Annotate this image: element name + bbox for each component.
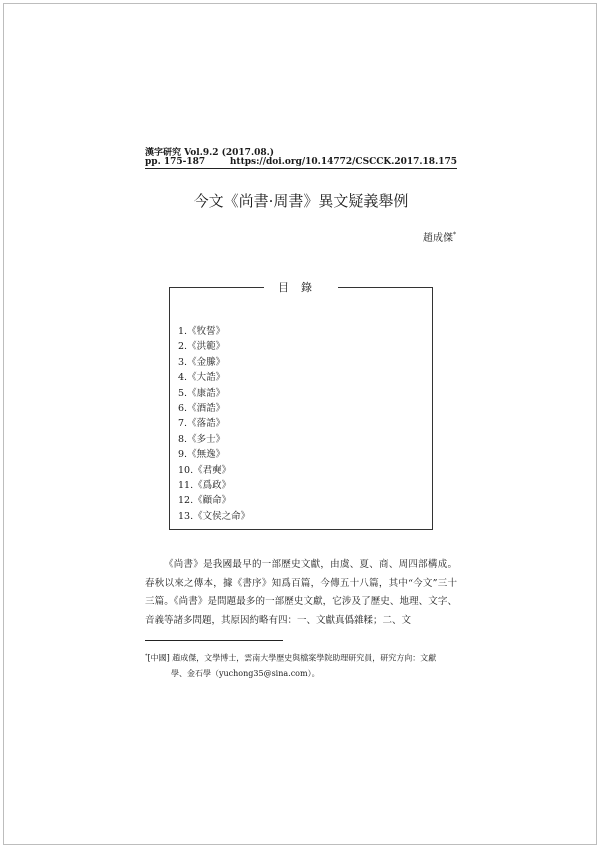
toc-item: 10.《君奭》 <box>178 464 232 476</box>
footnote-line-1: [中國] 趙成傑，文學博士，雲南大學歷史與檔案學院助理研究員，研究方向：文獻 <box>147 653 437 663</box>
toc-item: 4.《大誥》 <box>178 372 226 384</box>
footnote-line-2: 學、金石學（yuchong35@sina.com）。 <box>171 668 320 678</box>
toc-item: 2.《洪範》 <box>178 341 226 353</box>
toc-item: 6.《酒誥》 <box>178 403 226 415</box>
author-footnote-mark: * <box>453 231 456 239</box>
footnote-rule <box>145 640 283 641</box>
body-paragraph <box>145 556 457 630</box>
page-range: pp. 175-187 <box>145 157 206 167</box>
author <box>423 229 456 244</box>
toc-list <box>178 324 250 524</box>
toc-item: 3.《金縢》 <box>178 356 226 368</box>
author-name: 趙成傑 <box>423 233 453 244</box>
toc-item: 8.《多士》 <box>178 433 226 445</box>
toc-item: 13.《文侯之命》 <box>178 510 251 522</box>
paper-title: 今文《尚書·周書》異文疑義舉例 <box>193 192 409 210</box>
toc-item: 11.《爲政》 <box>178 480 232 492</box>
toc-item: 5.《康誥》 <box>178 387 226 399</box>
toc-item: 12.《顧命》 <box>178 495 232 507</box>
toc-item: 7.《落誥》 <box>178 418 226 430</box>
journal-info: 漢字研究 Vol.9.2 (2017.08.) <box>145 148 274 158</box>
body-paragraph-text: 《尚書》是我國最早的一部歷史文獻，由虞、夏、商、周四部構成。春秋以來之傳本，據《書序》知爲百篇，今傳五十八篇，其中“今文”三十三篇。《尚書》是問題最多的一部歷史文獻，它涉及了歷史、地理、文字、音義等諸多問題，其原因約略有四：一、文獻真僞雜糅；二、文 <box>145 559 457 626</box>
toc-item: 1.《牧誓》 <box>178 326 226 337</box>
doi-link[interactable]: https://doi.org/10.14772/CSCCK.2017.18.175 <box>229 157 457 167</box>
footnote-mark: * <box>145 653 148 659</box>
toc-item: 9.《無逸》 <box>178 449 226 461</box>
toc-heading: 目錄 <box>264 279 338 295</box>
footnote <box>145 649 457 681</box>
header-rule <box>145 168 457 169</box>
table-of-contents <box>169 281 433 530</box>
journal-info-row <box>145 157 457 167</box>
